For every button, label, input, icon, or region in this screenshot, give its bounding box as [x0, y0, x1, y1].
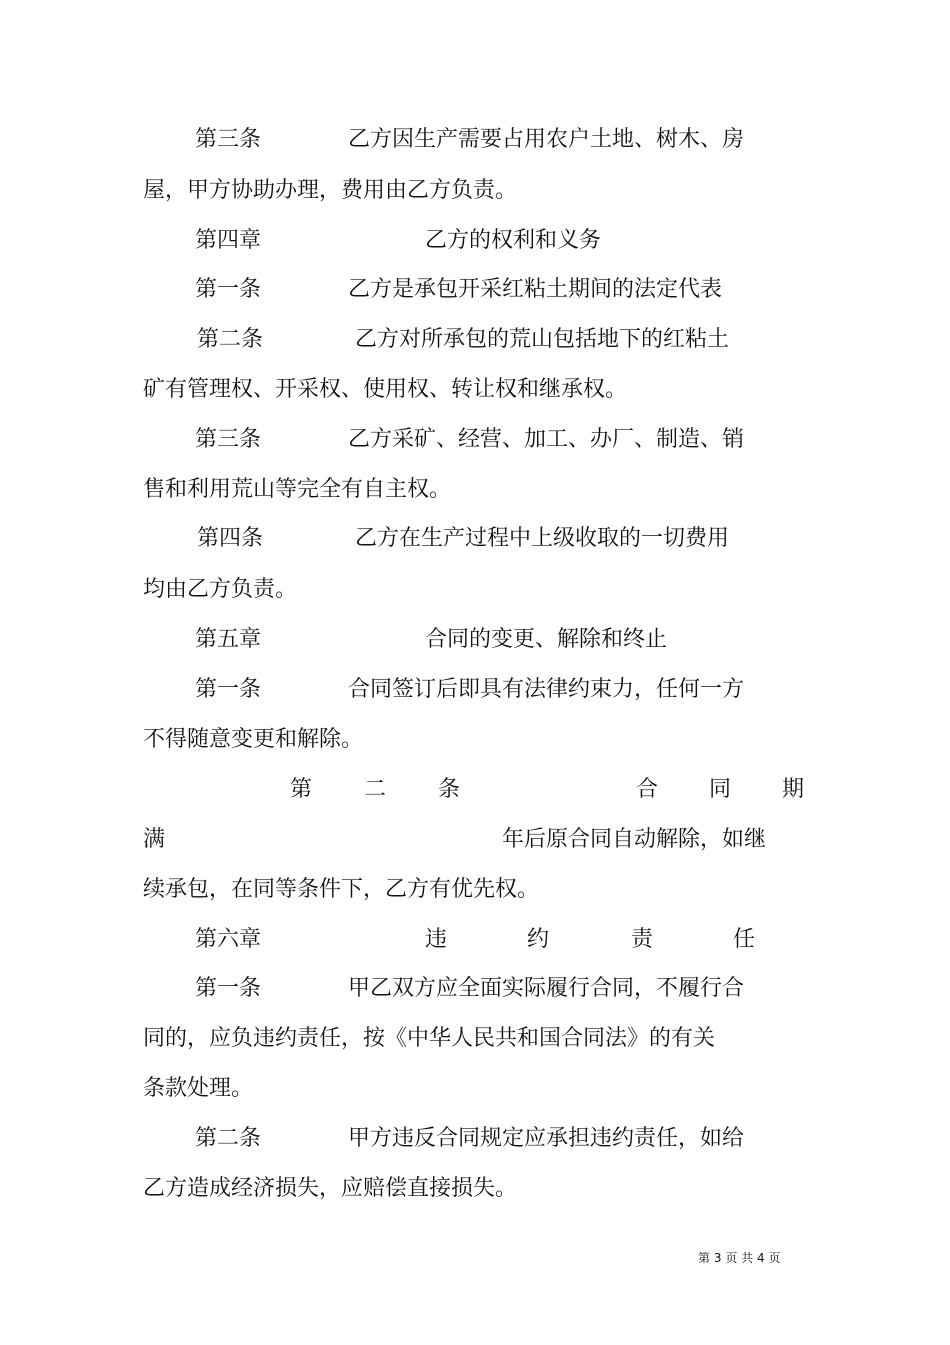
page-suffix: 页	[768, 1251, 781, 1265]
article-heading: 第三条	[195, 427, 262, 452]
article-text: 甲方违反合同规定应承担违约责任，如给	[348, 1126, 745, 1151]
article-text-continued: 年后原合同自动解除，如继	[502, 827, 767, 852]
chapter-heading: 第四章	[195, 228, 262, 253]
article-heading: 第一条	[195, 277, 262, 302]
article-text-continued: 条款处理。	[143, 1076, 254, 1101]
article-text: 乙方在生产过程中上级收取的一切费用	[355, 526, 730, 551]
article-text-continued: 均由乙方负责。	[143, 577, 298, 602]
article-text-char: 同	[709, 777, 732, 802]
page-number	[698, 1250, 780, 1266]
page-total: 4	[756, 1251, 765, 1265]
article-text: 乙方是承包开采红粘土期间的法定代表	[348, 277, 723, 302]
article-text-char: 合	[636, 777, 659, 802]
chapter-title-char: 违	[425, 927, 448, 952]
article-heading-char: 条	[438, 777, 461, 802]
page-mid: 页 共	[725, 1251, 754, 1265]
article-heading-char: 第	[290, 777, 313, 802]
article-heading: 第二条	[195, 1126, 262, 1151]
page-current: 3	[713, 1251, 722, 1265]
chapter-heading: 第五章	[195, 627, 262, 652]
article-heading-char: 二	[364, 777, 387, 802]
article-text-continued: 满	[143, 827, 166, 852]
article-text-char: 期	[782, 777, 805, 802]
chapter-title-char: 任	[733, 927, 756, 952]
article-text-continued: 不得随意变更和解除。	[143, 727, 364, 752]
article-heading: 第三条	[195, 127, 262, 152]
article-heading: 第一条	[195, 976, 262, 1001]
article-heading: 第四条	[197, 526, 264, 551]
chapter-title: 合同的变更、解除和终止	[425, 627, 668, 652]
article-text: 合同签订后即具有法律约束力，任何一方	[348, 677, 745, 702]
page-prefix: 第	[698, 1251, 711, 1265]
article-text-continued: 矿有管理权、开采权、使用权、转让权和继承权。	[143, 377, 628, 402]
article-text: 乙方采矿、经营、加工、办厂、制造、销	[348, 427, 745, 452]
article-text-continued: 乙方造成经济损失，应赔偿直接损失。	[143, 1176, 518, 1201]
chapter-title-char: 约	[527, 927, 550, 952]
article-text: 乙方对所承包的荒山包括地下的红粘土	[355, 327, 730, 352]
chapter-heading: 第六章	[195, 927, 262, 952]
chapter-title: 乙方的权利和义务	[425, 228, 602, 253]
article-text-continued: 屋，甲方协助办理，费用由乙方负责。	[143, 178, 518, 203]
article-text: 乙方因生产需要占用农户土地、树木、房	[348, 127, 745, 152]
article-text-continued: 同的，应负违约责任，按《中华人民共和国合同法》的有关	[143, 1026, 716, 1051]
article-heading: 第二条	[197, 327, 264, 352]
chapter-title-char: 责	[631, 927, 654, 952]
article-heading: 第一条	[195, 677, 262, 702]
article-text: 甲乙双方应全面实际履行合同，不履行合	[348, 976, 745, 1001]
article-text-continued: 续承包，在同等条件下，乙方有优先权。	[143, 877, 540, 902]
article-text-continued: 售和利用荒山等完全有自主权。	[143, 477, 452, 502]
